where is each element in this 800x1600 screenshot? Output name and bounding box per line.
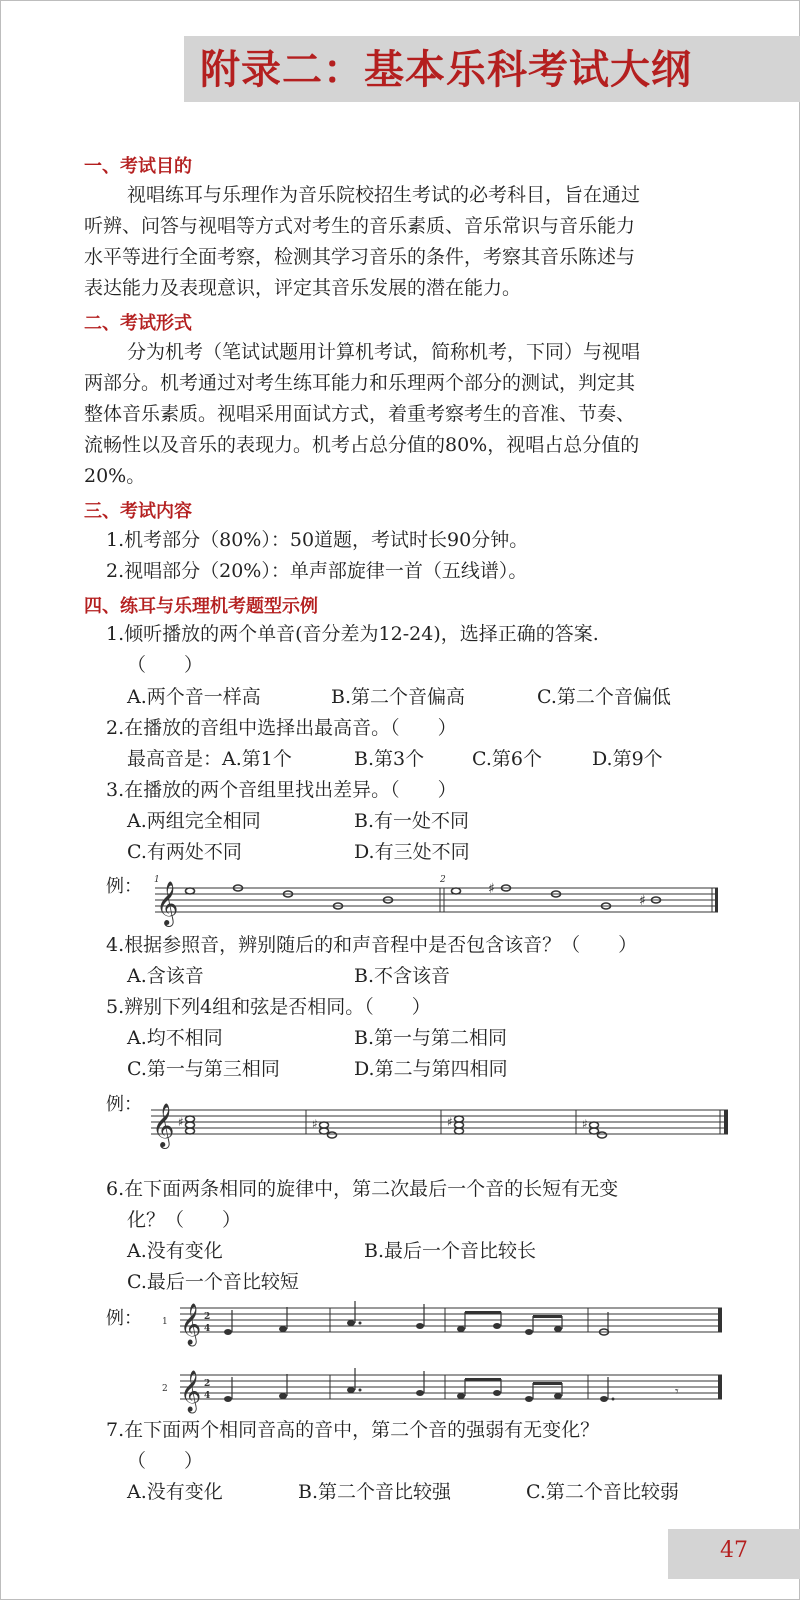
question-7-option-a: A.没有变化 — [127, 1481, 223, 1503]
note — [186, 1122, 195, 1128]
question-3-option-d: D.有三处不同 — [354, 841, 470, 863]
note — [554, 1326, 562, 1332]
note — [455, 1116, 464, 1122]
example-label: 例： — [106, 1094, 142, 1115]
question-2-option-a: A.第1个 — [222, 748, 292, 770]
time-signature: 2 — [204, 1379, 211, 1389]
sharp-icon: ♯ — [447, 1115, 453, 1129]
note — [224, 1396, 232, 1402]
note — [457, 1326, 465, 1332]
note — [320, 1122, 329, 1128]
time-signature: 4 — [204, 1324, 211, 1334]
note — [347, 1387, 355, 1393]
time-signature: 2 — [204, 1312, 211, 1322]
question-7-blank: （ ） — [127, 1450, 204, 1472]
example-label: 例： — [106, 1308, 142, 1329]
question-6-option-a: A.没有变化 — [127, 1240, 223, 1262]
question-2-option-c: C.第6个 — [472, 748, 542, 770]
question-1-option-a: A.两个音一样高 — [127, 686, 261, 708]
page-title: 附录二：基本乐科考试大纲 — [200, 47, 692, 93]
note — [186, 888, 195, 894]
note — [493, 1323, 501, 1329]
question-6-text-cont: 化？（ ） — [127, 1209, 242, 1231]
section-4-heading: 四、练耳与乐理机考题型示例 — [84, 596, 318, 617]
section-3-item: 2.视唱部分（20%）：单声部旋律一首（五线谱）。 — [106, 560, 528, 582]
sharp-icon: ♯ — [488, 881, 495, 897]
sharp-icon: ♯ — [582, 1117, 588, 1131]
sharp-icon: ♯ — [639, 893, 646, 909]
treble-clef-icon: 𝄞 — [156, 881, 179, 925]
question-3-option-b: B.有一处不同 — [354, 810, 470, 832]
section-2-line: 流畅性以及音乐的表现力。机考占总分值的80%，视唱占总分值的 — [84, 434, 640, 456]
line-number: 1 — [162, 1317, 168, 1327]
note — [347, 1320, 355, 1326]
section-2-line: 20%。 — [84, 465, 146, 487]
note — [600, 1396, 608, 1402]
note — [416, 1390, 424, 1396]
note — [455, 1128, 464, 1134]
note — [279, 1393, 287, 1399]
section-1-line: 表达能力及表现意识，评定其音乐发展的潜在能力。 — [84, 277, 522, 299]
question-3-option-a: A.两组完全相同 — [127, 810, 261, 832]
question-6-option-c: C.最后一个音比较短 — [127, 1271, 299, 1293]
question-1-blank: （ ） — [127, 654, 204, 676]
question-3-text: 3.在播放的两个音组里找出差异。（ ） — [106, 779, 457, 801]
question-2-option-d: D.第9个 — [592, 748, 663, 770]
question-2-text: 2.在播放的音组中选择出最高音。（ ） — [106, 717, 457, 739]
section-3-heading: 三、考试内容 — [84, 501, 192, 522]
question-7-option-c: C.第二个音比较弱 — [526, 1481, 679, 1503]
question-1-option-b: B.第二个音偏高 — [331, 686, 466, 708]
measure-number: 1 — [154, 875, 160, 885]
section-2-line: 分为机考（笔试试题用计算机考试，简称机考，下同）与视唱 — [127, 341, 641, 363]
section-1-line: 视唱练耳与乐理作为音乐院校招生考试的必考科目，旨在通过 — [127, 184, 641, 206]
section-2-line: 两部分。机考通过对考生练耳能力和乐理两个部分的测试，判定其 — [84, 372, 636, 394]
sharp-icon: ♯ — [312, 1117, 318, 1131]
treble-clef-icon: 𝄞 — [180, 1304, 202, 1345]
treble-clef-icon: 𝄞 — [180, 1371, 202, 1412]
question-7-option-b: B.第二个音比较强 — [298, 1481, 452, 1503]
note — [554, 1393, 562, 1399]
question-5-text: 5.辨别下列4组和弦是否相同。（ ） — [106, 996, 431, 1018]
question-4-option-a: A.含该音 — [127, 965, 204, 987]
example-staff-q6 — [140, 1296, 734, 1416]
example-staff-q5 — [146, 1098, 730, 1154]
note — [186, 1128, 195, 1134]
question-3-option-c: C.有两处不同 — [127, 841, 242, 863]
note — [598, 1132, 607, 1138]
example-staff-q3 — [150, 870, 720, 932]
note — [279, 1326, 287, 1332]
note — [525, 1396, 533, 1402]
question-7-text: 7.在下面两个相同音高的音中，第二个音的强弱有无变化？ — [106, 1419, 600, 1441]
note — [590, 1128, 599, 1134]
question-5-option-a: A.均不相同 — [127, 1027, 223, 1049]
question-5-option-c: C.第一与第三相同 — [127, 1058, 280, 1080]
rest-icon: 𝄾 — [675, 1384, 679, 1400]
section-2-heading: 二、考试形式 — [84, 313, 192, 334]
note — [455, 1122, 464, 1128]
note — [224, 1329, 232, 1335]
section-1-line: 水平等进行全面考察，检测其学习音乐的条件，考察其音乐陈述与 — [84, 246, 636, 268]
note — [525, 1329, 533, 1335]
note — [493, 1390, 501, 1396]
example-label: 例： — [106, 876, 142, 897]
note — [590, 1122, 599, 1128]
section-3-item: 1.机考部分（80%）：50道题，考试时长90分钟。 — [106, 529, 529, 551]
question-4-text: 4.根据参照音，辨别随后的和声音程中是否包含该音？（ ） — [106, 934, 638, 956]
sharp-icon: ♯ — [178, 1115, 184, 1129]
section-1-heading: 一、考试目的 — [84, 156, 192, 177]
note — [320, 1128, 329, 1134]
page-number: 47 — [720, 1538, 748, 1563]
question-5-option-b: B.第一与第二相同 — [354, 1027, 508, 1049]
question-6-text: 6.在下面两条相同的旋律中，第二次最后一个音的长短有无变 — [106, 1178, 619, 1200]
note — [416, 1323, 424, 1329]
question-1-option-c: C.第二个音偏低 — [537, 686, 671, 708]
note — [452, 888, 461, 894]
section-1-line: 听辨、问答与视唱等方式对考生的音乐素质、音乐常识与音乐能力 — [84, 215, 636, 237]
question-1-text: 1.倾听播放的两个单音(音分差为12-24)，选择正确的答案. — [106, 623, 599, 645]
time-signature: 4 — [204, 1391, 211, 1401]
treble-clef-icon: 𝄞 — [152, 1103, 175, 1147]
question-2-prefix: 最高音是： — [127, 748, 223, 770]
note — [457, 1393, 465, 1399]
question-6-option-b: B.最后一个音比较长 — [364, 1240, 537, 1262]
question-5-option-d: D.第二与第四相同 — [354, 1058, 508, 1080]
note — [186, 1116, 195, 1122]
question-2-option-b: B.第3个 — [354, 748, 425, 770]
measure-number: 2 — [440, 875, 446, 885]
section-2-line: 整体音乐素质。视唱采用面试方式，着重考察考生的音准、节奏、 — [84, 403, 636, 425]
note — [328, 1132, 337, 1138]
line-number: 2 — [162, 1384, 168, 1394]
question-4-option-b: B.不含该音 — [354, 965, 451, 987]
